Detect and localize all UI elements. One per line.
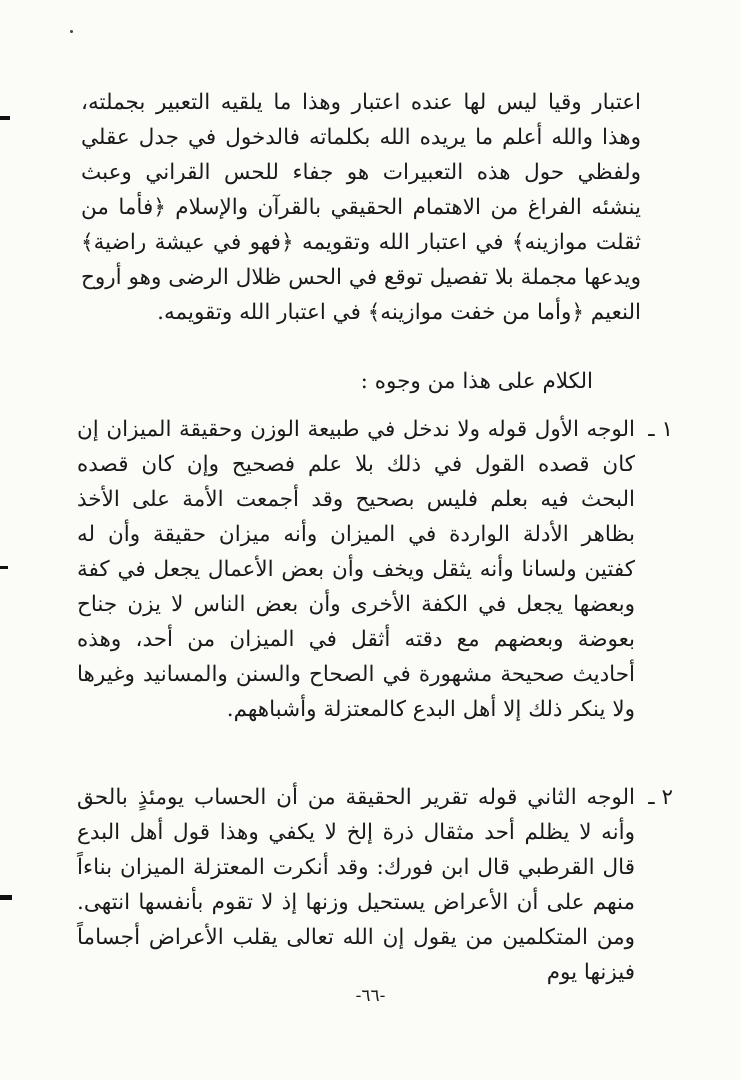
paragraph-1: اعتبار وقيا ليس لها عنده اعتبار وهذا ما يلقيه التعبير بجملته، وهذا والله أعلم ما يريده الله بكلماته فالدخول في جدل عقلي ولفظي حول هذه التعبيرات هو جفاء للحس القراني وعبث ينشئه الفراغ من الاهتمام الحقيقي بالقرآن والإسلام ﴿فأما من ثقلت موازينه﴾ في اعتبار الله وتقويمه ﴿فهو في عيشة راضية﴾ ويدعها مجملة بلا تفصيل توقع في الحس ظلال الرضى وهو أروح النعيم ﴿وأما من خفت موازينه﴾ في اعتبار الله وتقويمه. [81,90,641,325]
list-item-number: ٢ ـ [648,785,673,810]
margin-mark [0,116,10,120]
margin-mark [0,895,12,900]
list-item-number: ١ ـ [648,417,673,442]
paragraph-2: الكلام على هذا من وجوه : [360,369,593,394]
page-number: -٦٦- [355,986,386,1006]
list-item-2 [77,780,673,990]
scan-speck [70,30,73,33]
list-item-1 [77,412,673,727]
margin-mark [0,566,8,569]
list-item-text: الوجه الأول قوله ولا ندخل في طبيعة الوزن وحقيقة الميزان إن كان قصده القول في ذلك بلا علم فصحيح وإن كان قصده البحث فيه بعلم فليس بصحيح وقد أجمعت الأمة على الأخذ بظاهر الأدلة الواردة في الميزان وأنه ميزان حقيقة وأن له كفتين ولسانا وأنه يثقل ويخف وأن بعض الأعمال يجعل في كفة وبعضها يجعل في الكفة الأخرى وأن بعض الناس لا يزن جناح بعوضة وبعضهم مع دقته أثقل في الميزان من أحد، وهذه أحاديث صحيحة مشهورة في الصحاح والسنن والمسانيد وغيرها ولا ينكر ذلك إلا أهل البدع كالمعتزلة وأشباههم. [77,417,635,722]
list-item-text: الوجه الثاني قوله تقرير الحقيقة من أن الحساب يومئذٍ بالحق وأنه لا يظلم أحد مثقال ذرة إلخ لا يكفي وهذا قول أهل البدع قال القرطبي قال ابن فورك: وقد أنكرت المعتزلة الميزان بناءاً منهم على أن الأعراض يستحيل وزنها إذ لا تقوم بأنفسها انتهى. ومن المتكلمين من يقول إن الله تعالى يقلب الأعراض أجساماً فيزنها يوم [77,785,635,985]
